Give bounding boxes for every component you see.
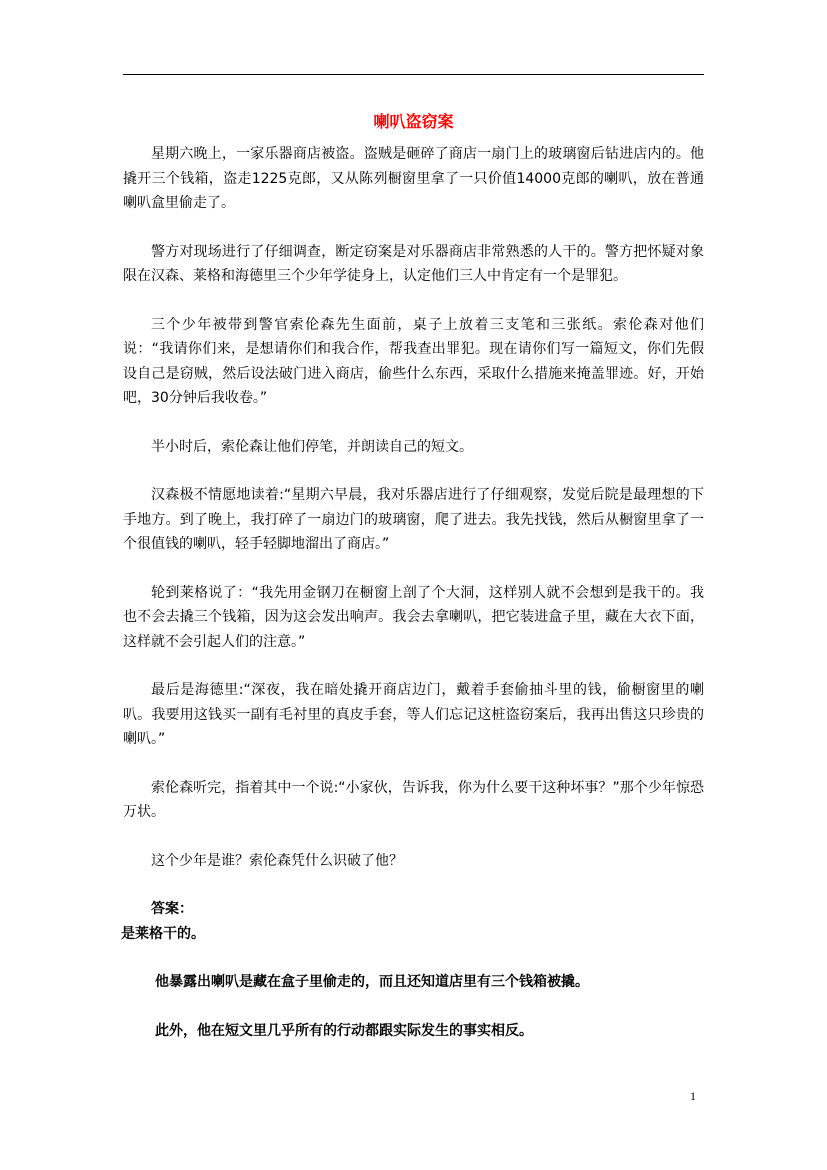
paragraph-3: 三个少年被带到警官索伦森先生面前，桌子上放着三支笔和三张纸。索伦森对他们说：“我请你们来，是想请你们和我合作，帮我查出罪犯。现在请你们写一篇短文，你们先假设自己是窃贼，然后设法破门进入商店，偷些什么东西，采取什么措施来掩盖罪迹。好，开始吧，30分钟后我收卷。” <box>123 316 704 406</box>
paragraph-1: 星期六晚上，一家乐器商店被盗。盗贼是砸碎了商店一扇门上的玻璃窗后钻进店内的。他撬开三个钱箱，盗走1225克郎，又从陈列橱窗里拿了一只价值14000克郎的喇叭，放在普通喇叭盒里偷走了。 <box>123 146 704 211</box>
paragraph-8: 索伦森听完，指着其中一个说:“小家伙，告诉我，你为什么要干这种坏事？”那个少年惊恐万状。 <box>123 779 704 820</box>
answer-line-1: 是莱格干的。 <box>121 925 205 942</box>
question-paragraph: 这个少年是谁？索伦森凭什么识破了他？ <box>151 852 403 869</box>
answer-line-2: 他暴露出喇叭是藏在盒子里偷走的，而且还知道店里有三个钱箱被撬。 <box>155 974 589 990</box>
paragraph-4: 半小时后，索伦森让他们停笔，并朗读自己的短文。 <box>151 438 473 455</box>
answer-line-3: 此外，他在短文里几乎所有的行动都跟实际发生的事实相反。 <box>155 1022 533 1039</box>
paragraph-5: 汉森极不情愿地读着:“星期六早晨，我对乐器店进行了仔细观察，发觉后院是最理想的下手地方。到了晚上，我打碎了一扇边门的玻璃窗，爬了进去。我先找钱，然后从橱窗里拿了一个很值钱的喇叭，轻手轻脚地溜出了商店。” <box>123 487 704 552</box>
answer-label: 答案： <box>151 901 193 917</box>
document-body <box>123 142 704 1067</box>
paragraph-2: 警方对现场进行了仔细调查，断定窃案是对乐器商店非常熟悉的人干的。警方把怀疑对象限在汉森、莱格和海德里三个少年学徒身上，认定他们三人中肯定有一个是罪犯。 <box>123 243 704 284</box>
paragraph-6: 轮到莱格说了：“我先用金钢刀在橱窗上剖了个大洞，这样别人就不会想到是我干的。我也不会去撬三个钱箱，因为这会发出响声。我会去拿喇叭，把它装进盒子里，藏在大衣下面，这样就不会引起人们的注意。” <box>123 584 704 650</box>
page-number: 1 <box>690 1089 696 1103</box>
paragraph-7: 最后是海德里:“深夜，我在暗处撬开商店边门，戴着手套偷抽斗里的钱，偷橱窗里的喇叭。我要用这钱买一副有毛衬里的真皮手套，等人们忘记这桩盗窃案后，我再出售这只珍贵的喇叭。” <box>123 682 704 747</box>
document-title: 喇叭盗窃案 <box>373 112 454 131</box>
header-rule <box>123 74 704 75</box>
